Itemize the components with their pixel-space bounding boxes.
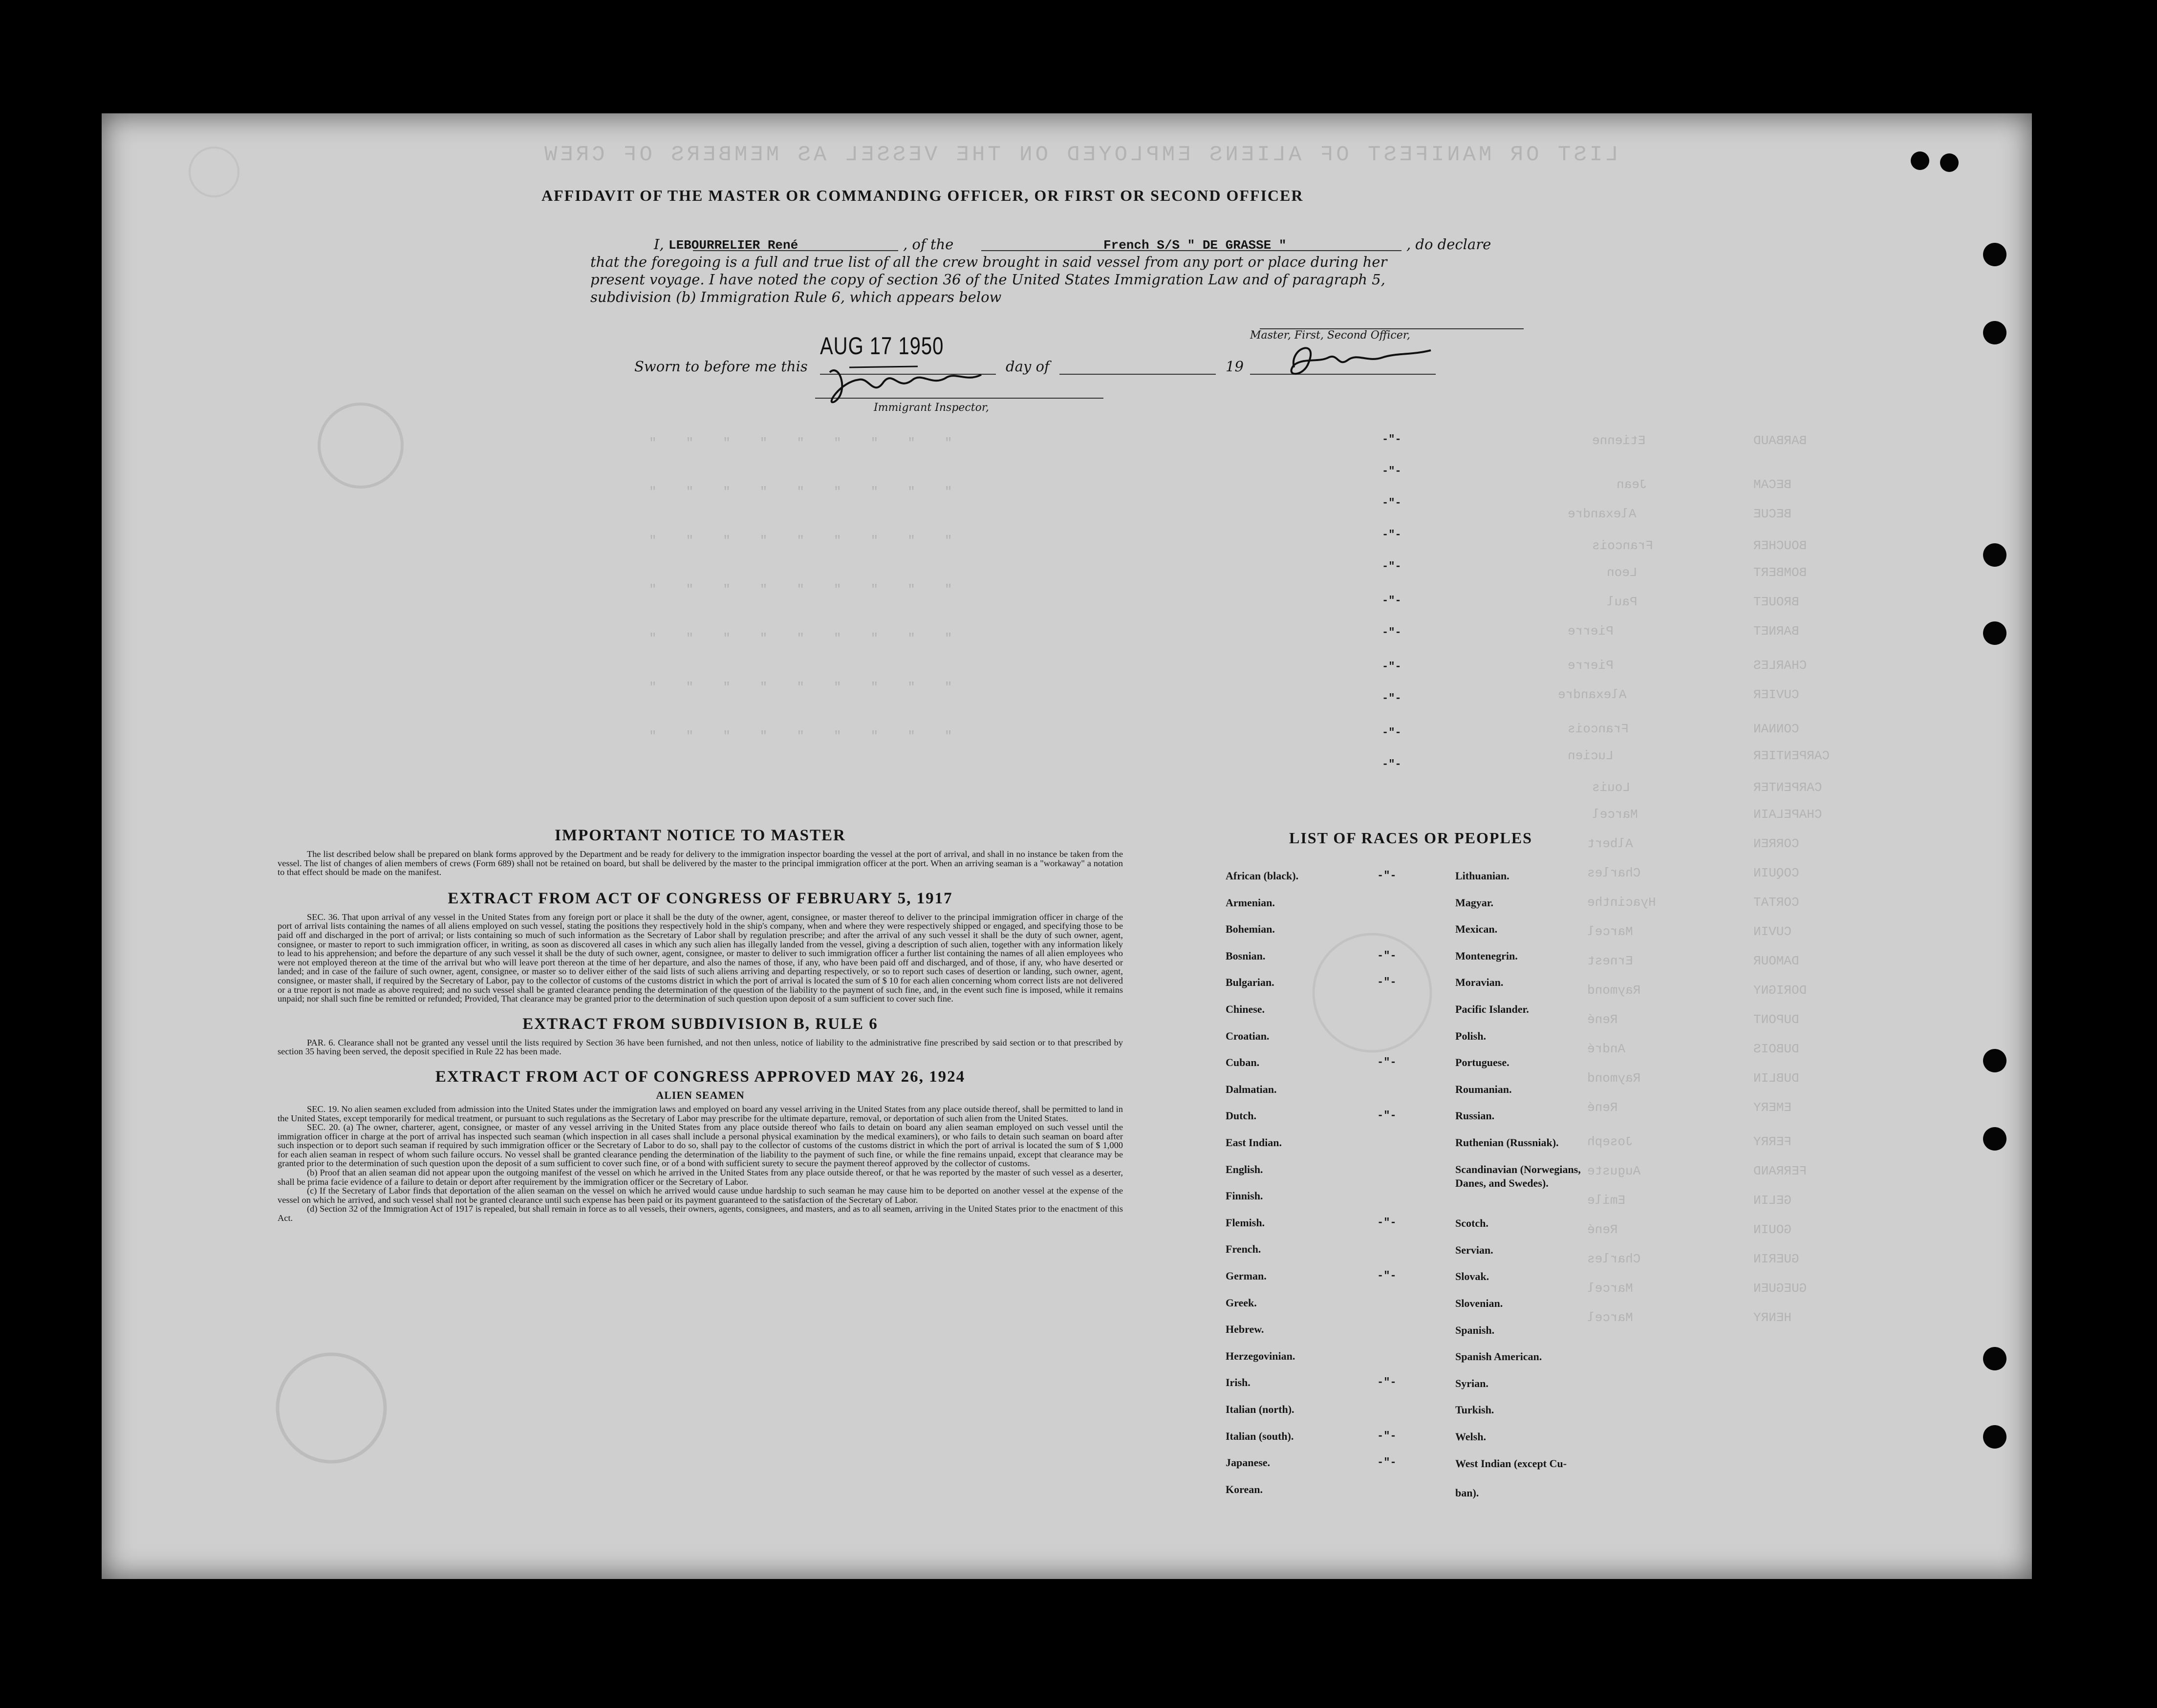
race-item: Korean. <box>1226 1483 1263 1495</box>
race-item: Scandinavian (Norwegians, <box>1455 1163 1581 1175</box>
race-item: ban). <box>1455 1486 1479 1499</box>
affidavit-line-2: that the foregoing is a full and true list of all the crew brought in said vessel from any port or place during her <box>590 254 1387 270</box>
notice-title: IMPORTANT NOTICE TO MASTER <box>555 827 846 844</box>
race-item: Flemish. <box>1226 1216 1265 1229</box>
ditto-mark: -"- <box>1377 1456 1397 1469</box>
sec-20b-text: (b) Proof that an alien seaman did not appear upon the outgoing manifest of the vessel on which he arrived in the United States from any place outside thereof, or that he was reported by the master of such vessel as a deserter, shall be prima facie evidence of a failure to detain or deport after requirement by the immigration officer or the Secretary of Labor. <box>278 1168 1123 1187</box>
race-item: Bohemian. <box>1226 923 1275 936</box>
year-prefix: 19 <box>1226 358 1244 375</box>
date-stamp: AUG 17 1950 <box>820 333 944 360</box>
race-item: Slovenian. <box>1455 1297 1503 1309</box>
extract-1917-text: SEC. 36. That upon arrival of any vessel in the United States from any foreign port or place it shall be the duty of the owner, agent, consignee, or master thereof to deliver to the principal immigration officer in charge of the port of arrival lists containing the names of all aliens employed on such vessel, stating the positions they respectively hold in the ship's company, when and where they were respectively shipped or engaged, and specifying those to be paid off and discharged in the port of arrival; or lists containing so much of such information as the Secretary of Labor shall by regulation prescribe; and after the arrival of any such vessel it shall be the duty of such owner, agent, consignee, or master to report to such immigration officer, in writing, as soon as discovered all cases in which any such alien has illegally landed from the vessel, giving a description of such alien, together with any information likely to lead to his apprehension; and before the departure of any such vessel it shall be the duty of such owner, agent, consignee, or master to deliver to such immigration officer a further list containing the names of all alien employees who were not employed thereon at the time of the arrival but who will leave port thereon at the time of her departure, and also the names of those, if any, who have been paid off and discharged, and of those, if any, who have deserted or landed; and in case of the failure of such owner, agent, consignee, or master so to deliver either of the said lists of such aliens arriving and departing respectively, or so to report such cases of desertion or landing, such owner, agent, consignee, or master shall, if required by the Secretary of Labor, pay to the collector of customs of the customs district in which the port of arrival is located the sum of $ 10 for each alien concerning whom correct lists are not delivered or a true report is not made as above required; and no such vessel shall be granted clearance pending the determination of the question of the liability to the payment of such fine, and, in the event such fine is imposed, while it remains unpaid; nor shall such fine be remitted or refunded; Provided, That clearance may be granted prior to the determination of such question upon deposit of a sum sufficient to cover such fine. <box>278 912 1123 1004</box>
affidavit-title: AFFIDAVIT OF THE MASTER OR COMMANDING OFFICER, OR FIRST OR SECOND OFFICER <box>541 187 1304 204</box>
punch-hole-icon <box>1983 1347 2006 1370</box>
race-item: English. <box>1226 1163 1263 1175</box>
race-item: French. <box>1226 1243 1261 1256</box>
races-title: LIST OF RACES OR PEOPLES <box>1289 829 1532 847</box>
race-item: Servian. <box>1455 1243 1493 1256</box>
race-item: Polish. <box>1455 1029 1486 1042</box>
affidavit-i-label: I, <box>654 236 664 253</box>
ditto-mark: -"- <box>1377 1376 1397 1389</box>
punch-hole-icon <box>1983 1049 2006 1072</box>
race-item: Bosnian. <box>1226 949 1266 962</box>
punch-hole-icon <box>1983 621 2006 645</box>
race-item: Montenegrin. <box>1455 949 1518 962</box>
punch-hole-icon <box>1983 321 2006 344</box>
ditto-mark: -"- <box>1377 870 1397 882</box>
affidavit-text <box>590 235 1533 306</box>
ditto-mark: -"- <box>1377 976 1397 989</box>
race-item: Bulgarian. <box>1226 976 1274 989</box>
manifest-page: LIST OR MANIFEST OF ALIENS EMPLOYED ON THE VESSEL AS MEMBERS OF CREW Etienne BARBAUD Jean BECAM Alexandre BECUE Francois BOUCHER Leon BOMBERT Paul BROUET Pierre BARNET Pierre CHARLES Alexandre CUVIER Francois CONNAN Lucien CARPENTIER Louis CARPENTER Marcel CHAPELAIN Albert CORREN Charles COQUIN Hyacinthe CORTAT Marcel CUVIN Ernest DAMOUR Raymond DORIGNY René DUPONT André DUBOIS Raymond DUBLIN René EMERY Joseph FERRY Auguste FERRAND Emile GELIN René GOUIN Charles GUERIN Marcel GUEGUEN Marcel HENRY """"""""" """"""""" """"""""" """"""""" """"""""" """"""""" """"""""" AFFIDAVIT OF THE MASTER OR COMMANDING OFFICER, OR FIRST OR SECOND OFFICER I, LEBOURRELIER René , of the French S/S " DE GRASSE " , do declare that the foregoing is a full and true list of all the crew brought in said vessel from any port or place during her present voyage. I have noted the copy of section 36 of the United States Immigration Law and of paragraph 5, subdivision (b) Immigration Rule 6, which appears below Master, First, Second Officer, AUG 17 1950 Sworn to before me this day of 19 Immigrant Inspector, -"- -"- -"- -"- -"- -"- -"- -"- -"- -"- -"- IMPORTANT NOTICE TO MASTER The list described below shall be prepared on blank forms approved by the Department and be ready for delivery to the immigration inspector boarding the vessel at the port of arrival, and shall in no instance be taken from the vessel. The list of changes of alien members of crews (Form 689) shall not be retained on board, but shall be delivered by the master to the principal immigration officer at the port. When an arriving seaman is a "workaway" a notation to that effect should be made on the manifest. EXTRACT FROM ACT OF CONGRESS OF FEBRUARY 5, 1917 SEC. 36. That upon arrival of any vessel in the United States from any foreign port or place it shall be the duty of the owner, agent, consignee, or master thereof to deliver to the principal immigration officer in charge of the port of arrival lists containing the names of all aliens employed on such vessel, stating the positions they respectively hold in the ship's company, when and where they were respectively shipped or engaged, and specifying those to be paid off and discharged in the port of arrival; or lists containing so much of such information as the Secretary of Labor shall by regulation prescribe; and after the arrival of any such vessel it shall be the duty of such owner, agent, consignee, or master to report to such immigration officer, in writing, as soon as discovered all cases in which any such alien has illegally landed from the vessel, giving a description of such alien, together with any information likely to lead to his apprehension; and before the departure of any such vessel it shall be the duty of such owner, agent, consignee, or master to deliver to such immigration officer a further list containing the names of all alien employees who were not employed thereon at the time of the arrival but who will leave port thereon at the time of her departure, and also the names of those, if any, who have been paid off and discharged, and of those, if any, who have deserted or landed; and in case of the failure of such owner, agent, consignee, or master so to deliver either of the said lists of such aliens arriving and departing respectively, or so to report such cases of desertion or landing, such owner, agent, consignee, or master shall, if required by the Secretary of Labor, pay to the collector of customs of the customs district in which the port of arrival is located the sum of $ 10 for each alien concerning whom correct lists are not delivered or a true report is not made as above required; and no such vessel shall be granted clearance pending the determination of the question of the liability to the payment of such fine, and, in the event such fine is imposed, while it remains unpaid; nor shall such fine be remitted or refunded; Provided, That clearance may be granted prior to the determination of such question upon deposit of a sum sufficient to cover such fine. EXTRACT FROM SUBDIVISION B, RULE 6 PAR. 6. Clearance shall not be granted any vessel until the lists required by Section 36 have been furnished, and not then unless, notice of liability to the administrative fine prescribed by said section or to that prescribed by section 35 having been served, the deposit specified in Rule 22 has been made. EXTRACT FROM ACT OF CONGRESS APPROVED MAY 26, 1924 ALIEN SEAMEN SEC. 19. No alien seamen excluded from admission into the United States under the immigration laws and employed on board any vessel arriving in the United States from any place outside thereof, shall be permitted to land in the United States, except temporarily for medical treatment, or pursuant to such regulations as the Secretary of Labor may prescribe for the ultimate departure, removal, or deportation of such alien from the United States. SEC. 20. (a) The owner, charterer, agent, consignee, or master of any vessel arriving in the United States from any place outside thereof who fails to detain on board any alien seaman employed on such vessel until the immigration officer in charge at the port of arrival has inspected such seaman (which inspection in all cases shall include a personal physical examination by the medical examiners), or who fails to detain such seaman on board after such inspection or to deport such seaman if required by such immigration officer or the Secretary of Labor to do so, shall pay to the collector of customs of the customs district in which the port of arrival is located the sum of $ 1,000 for each alien seaman in respect of whom such failure occurs. No vessel shall be granted clearance pending the determination of the liability to the payment of such fine, or while the fine remains unpaid, except that clearance may be granted prior to the determination of such question upon the deposit of a sum sufficient to cover such fine, or of a bond with sufficient surety to secure the payment thereof approved by the collector of customs. (b) Proof that an alien seaman did not appear upon the outgoing manifest of the vessel on which he arrived in the United States from any place outside thereof, or that he was reported by the master of such vessel as a deserter, shall be prima facie evidence of a failure to detain or deport after requirement by the immigration officer or the Secretary of Labor. (c) If the Secretary of Labor finds that deportation of the alien seaman on the vessel on which he arrived would cause undue hardship to such seaman he may cause him to be deported on another vessel at the expense of the vessel on which he arrived, and such vessel shall not be granted clearance until such expense has been paid or its payment guaranteed to the satisfaction of the Secretary of Labor. (d) Section 32 of the Immigration Act of 1917 is repealed, but shall remain in force as to all vessels, their owners, agents, consignees, and masters, and as to all seamen, arriving in the United States prior to the enactment of this Act. LIST OF RACES OR PEOPLES African (black). -"- Armenian. Bohemian. Bosnian. -"- Bulgarian. -"- Chinese. Croatian. Cuban. -"- Dalmatian. Dutch. -"- East Indian. English. Finnish. Flemish. -"- French. German. -"- Greek. Hebrew. Herzegovinian. Irish. -"- Italian (north). Italian (south). -"- Japanese. -"- Korean. Lithuanian. Magyar. Mexican. Montenegrin. Moravian. Pacific Islander. Polish. Portuguese. Roumanian. Russian. Ruthenian (Russniak). Scandinavian (Norwegians, Danes, and Swedes). Scotch. Servian. Slovak. Slovenian. Spanish. Spanish American. Syrian. Turkish. Welsh. West Indian (except Cu- ban). <box>102 113 2032 1579</box>
punch-hole-icon <box>1983 1127 2006 1151</box>
race-item: Croatian. <box>1226 1029 1270 1042</box>
rule-6-title: EXTRACT FROM SUBDIVISION B, RULE 6 <box>522 1015 878 1033</box>
ditto-mark: -"- <box>1377 1270 1397 1282</box>
race-item: German. <box>1226 1270 1267 1282</box>
race-item: Syrian. <box>1455 1377 1488 1389</box>
race-item: East Indian. <box>1226 1136 1282 1149</box>
day-of-label: day of <box>1006 358 1050 375</box>
race-item: Spanish. <box>1455 1324 1495 1336</box>
do-declare-label: , do declare <box>1406 236 1491 253</box>
ditto-mark: -"- <box>1377 949 1397 962</box>
race-item: Ruthenian (Russniak). <box>1455 1136 1559 1149</box>
race-item: Armenian. <box>1226 896 1275 909</box>
punch-hole-icon <box>1911 151 1929 170</box>
sec-20d-text: (d) Section 32 of the Immigration Act of 1917 is repealed, but shall remain in force as to all vessels, their owners, agents, consignees, and masters, and as to all seamen, arriving in the United States prior to the enactment of this Act. <box>278 1204 1123 1223</box>
affidavit-line-3: present voyage. I have noted the copy of section 36 of the United States Immigration Law and of paragraph 5, <box>590 271 1385 288</box>
race-item: Irish. <box>1226 1376 1251 1389</box>
punch-hole-icon <box>1983 1425 2006 1449</box>
race-item: Welsh. <box>1455 1430 1486 1443</box>
race-item: Spanish American. <box>1455 1350 1542 1363</box>
of-the-label: , of the <box>903 236 954 253</box>
officer-label: Master, First, Second Officer, <box>1250 329 1410 342</box>
notice-text: The list described below shall be prepared on blank forms approved by the Department and be ready for delivery to the immigration inspector boarding the vessel at the port of arrival, and shall in no instance be taken from the vessel. The list of changes of alien members of crews (Form 689) shall not be retained on board, but shall be delivered by the master to the principal immigration officer at the port. When an arriving seaman is a "workaway" a notation to that effect should be made on the manifest. <box>278 849 1123 877</box>
punch-hole-icon <box>1983 243 2006 266</box>
race-item: African (black). <box>1226 870 1299 882</box>
vessel-name: French S/S " DE GRASSE " <box>1103 238 1287 253</box>
punch-hole-icon <box>1983 543 2006 567</box>
inspector-label: Immigrant Inspector, <box>874 402 989 414</box>
race-item: Roumanian. <box>1455 1083 1512 1095</box>
race-item: Cuban. <box>1226 1056 1260 1069</box>
race-item: Herzegovinian. <box>1226 1349 1295 1362</box>
notice-column <box>278 827 1123 1223</box>
alien-seamen-subtitle: ALIEN SEAMEN <box>656 1089 745 1101</box>
race-item: Dalmatian. <box>1226 1083 1277 1095</box>
ditto-mark: -"- <box>1377 1056 1397 1069</box>
race-item: Magyar. <box>1455 896 1494 909</box>
race-item: Danes, and Swedes). <box>1455 1176 1549 1189</box>
race-item: Moravian. <box>1455 976 1504 989</box>
race-item: Hebrew. <box>1226 1323 1264 1336</box>
inspector-signature-icon <box>820 363 996 409</box>
race-item: Finnish. <box>1226 1190 1263 1202</box>
race-item: Russian. <box>1455 1110 1495 1122</box>
race-item: Portuguese. <box>1455 1056 1510 1069</box>
race-item: Japanese. <box>1226 1456 1271 1469</box>
ditto-mark: -"- <box>1377 1216 1397 1229</box>
master-name: LEBOURRELIER René <box>669 238 798 253</box>
ditto-mark: -"- <box>1377 1110 1397 1122</box>
sec-19-text: SEC. 19. No alien seamen excluded from admission into the United States under the immigration laws and employed on board any vessel arriving in the United States from any place outside thereof, shall be permitted to land in the United States, except temporarily for medical treatment, or pursuant to such regulations as the Secretary of Labor may prescribe for the ultimate departure, removal, or deportation of such alien from the United States. <box>278 1104 1123 1123</box>
race-item: Turkish. <box>1455 1404 1494 1416</box>
race-item: Chinese. <box>1226 1003 1265 1015</box>
race-item: Italian (north). <box>1226 1403 1294 1415</box>
sec-20c-text: (c) If the Secretary of Labor finds that deportation of the alien seaman on the vessel on which he arrived would cause undue hardship to such seaman he may cause him to be deported on another vessel at the expense of the vessel on which he arrived, and such vessel shall not be granted clearance until such expense has been paid or its payment guaranteed to the satisfaction of the Secretary of Labor. <box>278 1186 1123 1205</box>
race-item: Slovak. <box>1455 1270 1489 1283</box>
race-item: Dutch. <box>1226 1110 1256 1122</box>
ditto-mark: -"- <box>1377 1430 1397 1442</box>
race-item: Pacific Islander. <box>1455 1003 1529 1015</box>
extract-1917-title: EXTRACT FROM ACT OF CONGRESS OF FEBRUARY 5, 1917 <box>448 889 953 907</box>
sworn-before-label: Sworn to before me this <box>634 358 808 375</box>
race-item: Greek. <box>1226 1296 1257 1309</box>
race-item: Italian (south). <box>1226 1430 1294 1442</box>
master-signature-icon <box>1274 338 1441 384</box>
race-item: Lithuanian. <box>1455 870 1510 882</box>
rule-6-text: PAR. 6. Clearance shall not be granted any vessel until the lists required by Section 36 have been furnished, and not then unless, notice of liability to the administrative fine prescribed by said section or to that prescribed by section 35 having been served, the deposit specified in Rule 22 has been made. <box>278 1037 1123 1057</box>
sec-20a-text: SEC. 20. (a) The owner, charterer, agent, consignee, or master of any vessel arriving in the United States from any place outside thereof who fails to detain on board any alien seaman employed on such vessel until the immigration officer in charge at the port of arrival has inspected such seaman (which inspection in all cases shall include a personal physical examination by the medical examiners), or who fails to detain such seaman on board after such inspection or to deport such seaman if required by such immigration officer or the Secretary of Labor to do so, shall pay to the collector of customs of the customs district in which the port of arrival is located the sum of $ 1,000 for each alien seaman in respect of whom such failure occurs. No vessel shall be granted clearance pending the determination of the liability to the payment of such fine, or while the fine remains unpaid, except that clearance may be granted prior to the determination of such question upon the deposit of a sum sufficient to cover such fine, or of a bond with sufficient surety to secure the payment thereof approved by the collector of customs. <box>278 1122 1123 1169</box>
extract-1924-title: EXTRACT FROM ACT OF CONGRESS APPROVED MAY 26, 1924 <box>435 1068 966 1086</box>
affidavit-line-4: subdivision (b) Immigration Rule 6, which appears below <box>590 289 1002 305</box>
race-item: Mexican. <box>1455 923 1498 936</box>
race-item: West Indian (except Cu- <box>1455 1457 1567 1470</box>
race-item: Scotch. <box>1455 1217 1488 1230</box>
punch-hole-icon <box>1940 153 1959 172</box>
